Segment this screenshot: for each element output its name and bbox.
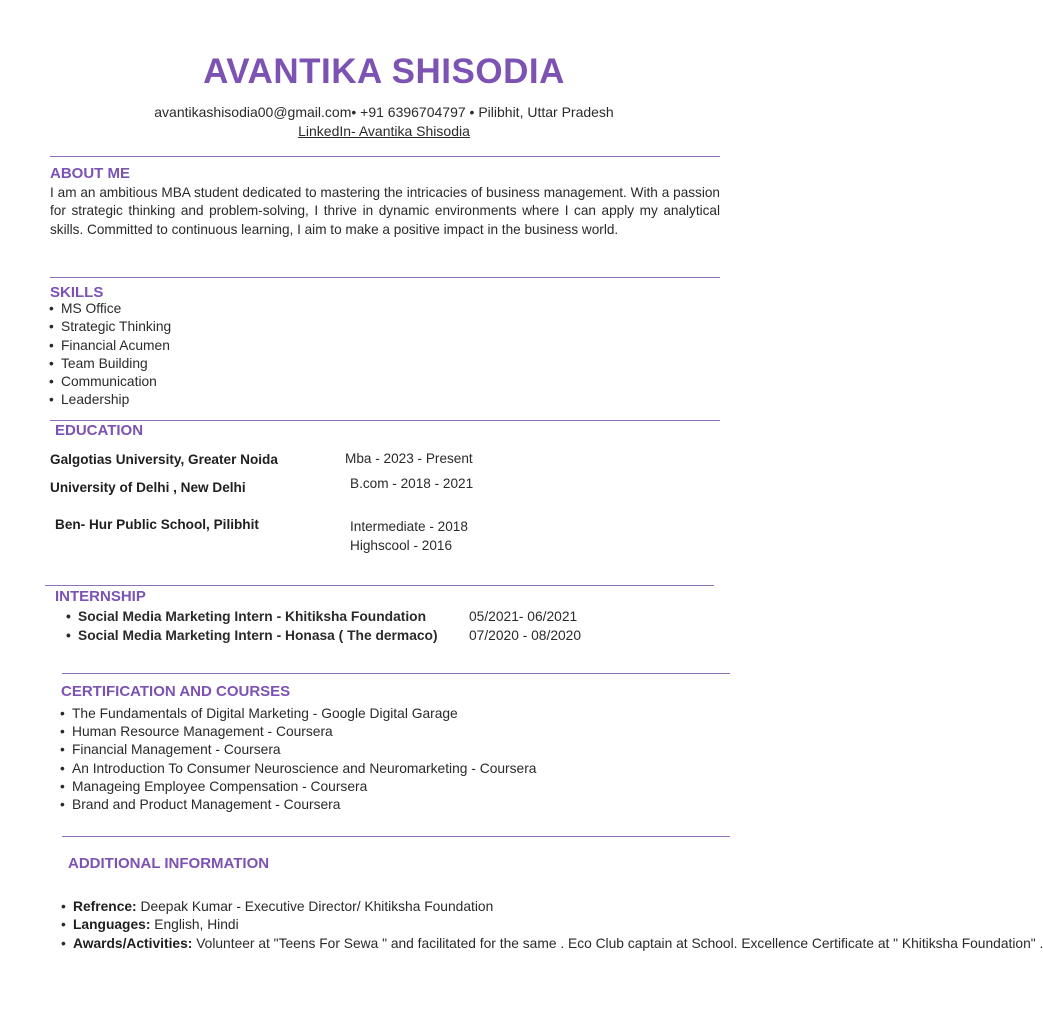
list-item: • MS Office bbox=[49, 300, 171, 318]
divider bbox=[45, 585, 714, 586]
list-item: • The Fundamentals of Digital Marketing - Google Digital Garage bbox=[60, 705, 536, 723]
list-item bbox=[66, 608, 626, 627]
about-heading: ABOUT ME bbox=[50, 165, 130, 182]
divider bbox=[62, 673, 730, 674]
about-text: I am an ambitious MBA student dedicated to mastering the intricacies of business management. With a passion for strategic thinking and problem-solving, I thrive in dynamic environments where I can apply my analytical skills. Committed to continuous learning, I aim to make a positive impact in the business world. bbox=[50, 185, 720, 237]
list-item: • Leadership bbox=[49, 391, 171, 409]
additional-heading: ADDITIONAL INFORMATION bbox=[68, 855, 270, 872]
skills-heading: SKILLS bbox=[50, 284, 104, 301]
list-item: • Financial Acumen bbox=[49, 337, 171, 355]
additional-list bbox=[61, 898, 1043, 953]
linkedin-line bbox=[0, 123, 768, 139]
divider bbox=[62, 836, 730, 837]
education-institution: University of Delhi , New Delhi bbox=[50, 480, 246, 495]
item-label: Refrence: bbox=[73, 899, 137, 914]
contact-line: avantikashisodia00@gmail.com• +91 6396704797 • Pilibhit, Uttar Pradesh bbox=[154, 104, 614, 120]
list-item: • Communication bbox=[49, 373, 171, 391]
education-degree: Highscool - 2016 bbox=[350, 538, 453, 553]
certifications-heading: CERTIFICATION AND COURSES bbox=[61, 683, 291, 700]
divider bbox=[50, 277, 720, 278]
list-item bbox=[61, 916, 691, 934]
skills-list bbox=[49, 300, 171, 410]
divider bbox=[50, 156, 720, 157]
education-degree: Mba - 2023 - Present bbox=[345, 451, 473, 466]
education-institution: Galgotias University, Greater Noida bbox=[50, 452, 278, 467]
internship-heading: INTERNSHIP bbox=[55, 588, 146, 605]
item-label: Languages: bbox=[73, 917, 151, 933]
item-label: Awards/Activities: bbox=[73, 935, 193, 951]
education-heading: EDUCATION bbox=[55, 422, 144, 439]
item-text: English, Hindi bbox=[150, 917, 239, 933]
list-item: • Team Building bbox=[49, 355, 171, 373]
education-degree: B.com - 2018 - 2021 bbox=[350, 476, 474, 491]
list-item: • Human Resource Management - Coursera bbox=[60, 723, 536, 741]
list-item: • Strategic Thinking bbox=[49, 318, 171, 336]
certifications-list bbox=[60, 705, 536, 814]
list-item bbox=[61, 898, 691, 916]
internship-dates: 05/2021- 06/2021 bbox=[469, 609, 578, 624]
candidate-name: AVANTIKA SHISODIA bbox=[203, 52, 565, 91]
item-text: Deepak Kumar - Executive Director/ Khitiksha Foundation bbox=[136, 899, 494, 914]
list-item: • An Introduction To Consumer Neuroscience and Neuromarketing - Coursera bbox=[60, 760, 536, 778]
list-item: • Brand and Product Management - Coursera bbox=[60, 796, 536, 814]
list-item: • Financial Management - Coursera bbox=[60, 741, 536, 759]
education-institution: Ben- Hur Public School, Pilibhit bbox=[55, 517, 259, 532]
list-item: • Manageing Employee Compensation - Coursera bbox=[60, 778, 536, 796]
education-degree: Intermediate - 2018 bbox=[350, 519, 468, 534]
internship-title: Social Media Marketing Intern - Honasa ( The dermaco) bbox=[78, 627, 438, 643]
item-text: Volunteer at "Teens For Sewa " and facilitated for the same . Eco Club captain at School. Excellence Certificate at " Khitiksha Foundation" . bbox=[192, 935, 1043, 951]
internship-title: Social Media Marketing Intern - Khitiksha Foundation bbox=[78, 609, 427, 624]
linkedin-link[interactable]: LinkedIn- Avantika Shisodia bbox=[298, 123, 470, 139]
list-item bbox=[61, 935, 1043, 953]
internship-list bbox=[66, 608, 626, 645]
list-item bbox=[66, 627, 626, 646]
internship-dates: 07/2020 - 08/2020 bbox=[469, 627, 582, 643]
divider bbox=[50, 420, 720, 421]
